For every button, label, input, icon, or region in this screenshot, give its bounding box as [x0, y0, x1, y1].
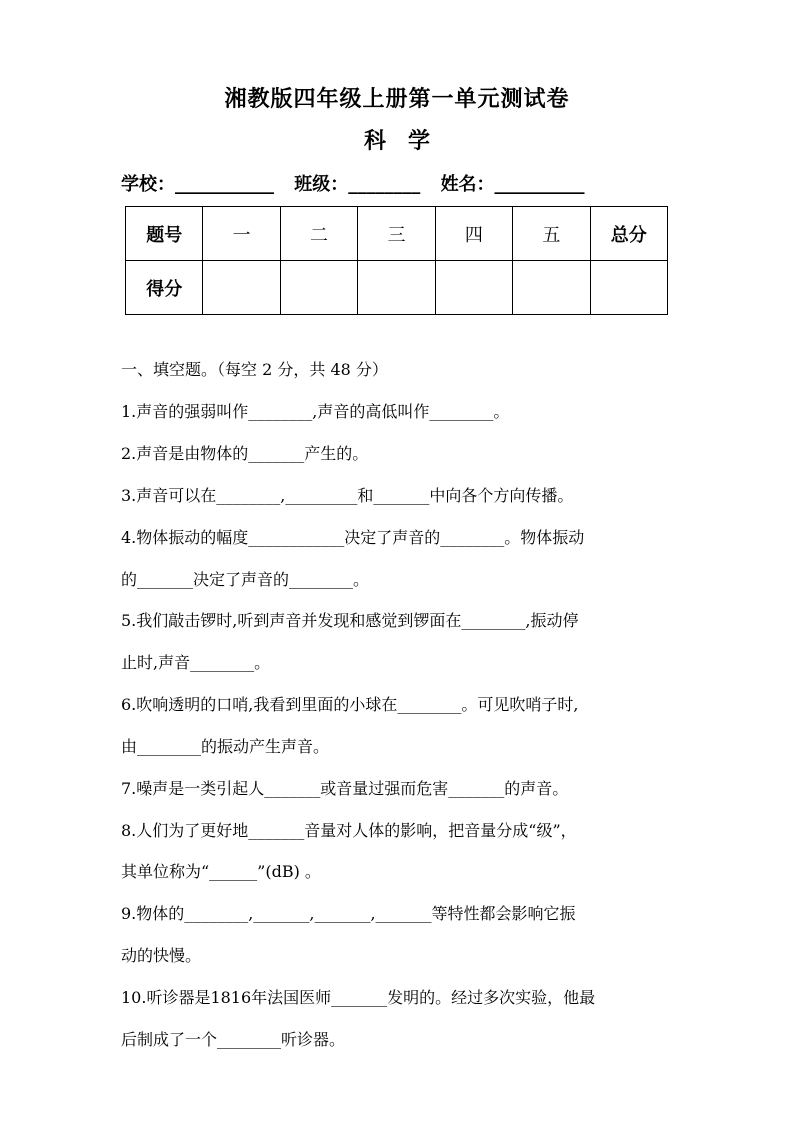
question-line: 5.我们敲击锣时,听到声音并发现和感觉到锣面在________,振动停	[121, 611, 579, 630]
table-header-cell: 题号	[126, 207, 203, 261]
score-row-label: 得分	[126, 261, 203, 315]
subject-title: 科 学	[363, 128, 430, 154]
table-header-cell: 一	[203, 207, 280, 261]
question-line: 9.物体的________,_______,_______,_______等特性都会影响它振	[121, 904, 576, 923]
table-header-cell: 三	[358, 207, 435, 261]
score-table	[125, 206, 668, 315]
student-info	[121, 170, 599, 196]
question-line: 3.声音可以在________,_________和_______中向各个方向传播。	[121, 486, 574, 505]
score-table-header-row	[126, 207, 668, 261]
section-heading: 一、填空题。（每空 2 分，共 48 分）	[121, 360, 388, 379]
table-header-cell: 总分	[590, 207, 667, 261]
score-cell[interactable]	[513, 261, 590, 315]
score-table-score-row	[126, 261, 668, 315]
question-line: 止时,声音________。	[121, 653, 271, 672]
class-field[interactable]: 班级：________	[294, 174, 421, 195]
page-title: 湘教版四年级上册第一单元测试卷	[224, 86, 570, 112]
score-cell[interactable]	[358, 261, 435, 315]
table-header-cell: 二	[280, 207, 357, 261]
question-line: 1.声音的强弱叫作________,声音的高低叫作________。	[121, 402, 510, 421]
question-line: 2.声音是由物体的_______产生的。	[121, 444, 369, 463]
question-line: 7.噪声是一类引起人_______或音量过强而危害_______的声音。	[121, 779, 569, 798]
question-line: 4.物体振动的幅度____________决定了声音的________。物体振动	[121, 528, 585, 547]
question-line: 由________的振动产生声音。	[121, 737, 330, 756]
question-line: 动的快慢。	[121, 946, 202, 965]
question-line: 8.人们为了更好地_______音量对人体的影响，把音量分成“级”，	[121, 821, 577, 840]
question-line: 的_______决定了声音的________。	[121, 570, 370, 589]
question-line: 6.吹响透明的口哨,我看到里面的小球在________。可见吹哨子时,	[121, 695, 579, 714]
table-header-cell: 五	[513, 207, 590, 261]
score-cell[interactable]	[203, 261, 280, 315]
score-cell[interactable]	[590, 261, 667, 315]
score-cell[interactable]	[435, 261, 512, 315]
question-line: 10.听诊器是1816年法国医师_______发明的。经过多次实验，他最	[121, 988, 596, 1007]
question-line: 其单位称为“______”(dB) 。	[121, 862, 321, 881]
name-field[interactable]: 姓名：__________	[440, 174, 585, 195]
score-cell[interactable]	[280, 261, 357, 315]
school-field[interactable]: 学校：___________	[121, 174, 274, 195]
question-line: 后制成了一个________听诊器。	[121, 1030, 346, 1049]
table-header-cell: 四	[435, 207, 512, 261]
